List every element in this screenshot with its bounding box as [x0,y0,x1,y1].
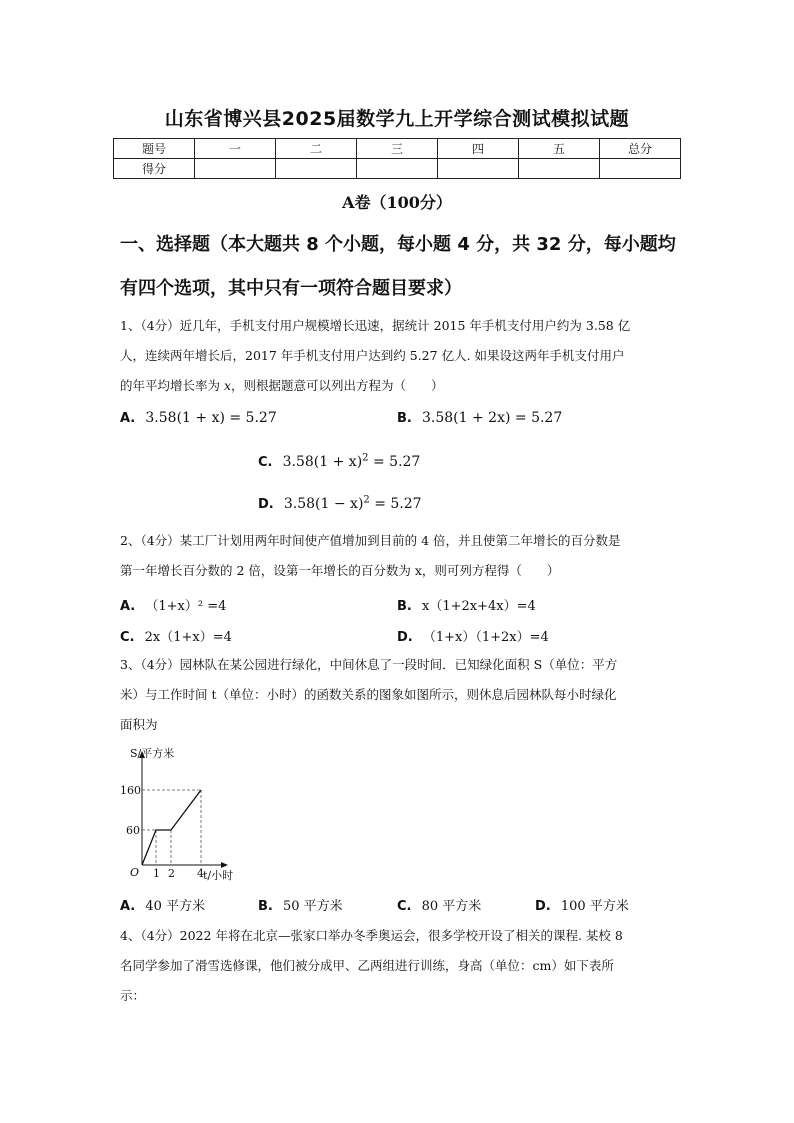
origin-label: O [130,866,140,879]
score-cell [519,159,600,179]
option-label: C. [397,899,412,914]
area-time-graph [118,743,248,885]
score-cell [195,159,276,179]
question-2 [120,526,685,586]
section-a-title: A卷（100分） [342,193,452,212]
y-tick-160: 160 [120,784,141,797]
q2-option-c[interactable] [120,626,232,645]
option-formula: 3.58(1 + 2x) = 5.27 [422,410,563,426]
score-table-score-row [114,159,681,179]
y-tick-60: 60 [126,824,140,837]
formula-part: 3.58(1 − x) [283,495,364,512]
q3-option-c[interactable] [397,895,481,914]
formula-part: = 5.27 [368,453,421,470]
score-header-cell: 五 [519,139,600,159]
score-table-header-row [114,139,681,159]
score-cell [357,159,438,179]
q3-line1: 3、（4分）园林队在某公园进行绿化，中间休息了一段时间．已知绿化面积 S（单位：平方 [120,657,618,672]
q3-option-d[interactable] [535,895,629,914]
option-text: x（1+2x+4x）=4 [422,599,536,614]
q2-line2: 第一年增长百分数的 2 倍，设第一年增长的百分数为 x，则可列方程得（ ） [120,563,560,578]
score-table [113,138,681,179]
q2-option-a[interactable] [120,595,226,614]
q4-line3: 示： [120,988,146,1003]
q1-line1: 1、（4分）近几年，手机支付用户规模增长迅速，据统计 2015 年手机支付用户约为 3.58 亿 [120,318,631,333]
option-label: C. [258,454,273,470]
formula-part: = 5.27 [369,495,422,512]
q2-option-d[interactable] [397,626,549,645]
option-label: B. [397,411,412,426]
x-tick-1: 1 [153,867,160,880]
q3-option-a[interactable] [120,895,205,914]
question-4 [120,921,685,1011]
option-label: A. [120,899,136,914]
x-tick-2: 2 [168,867,175,880]
q1-option-b[interactable] [397,410,562,426]
score-header-cell: 三 [357,139,438,159]
option-label: C. [120,630,135,645]
x-axis-arrow-icon [221,862,228,868]
option-label: B. [397,599,412,614]
score-cell [276,159,357,179]
option-text: 2x（1+x）=4 [144,630,232,645]
q1-option-d[interactable] [258,494,422,512]
q1-line3 [120,371,685,401]
q1-line3b: ，则根据题意可以列出方程为（ ） [231,378,444,393]
score-row-label: 得分 [114,159,195,179]
q1-option-a[interactable] [120,410,277,426]
q2-line1: 2、（4分）某工厂计划用两年时间使产值增加到目前的 4 倍，并且使第二年增长的百分数是 [120,533,621,548]
q1-option-c[interactable] [258,452,420,470]
option-formula [284,496,422,512]
score-header-cell: 总分 [600,139,681,159]
q1-line3a: 的年平均增长率为 [120,378,224,393]
option-label: D. [397,630,413,645]
question-3 [120,650,685,740]
q3-line2: 米）与工作时间 t（单位：小时）的函数关系的图象如图所示，则休息后园林队每小时绿化 [120,687,617,702]
score-cell [600,159,681,179]
q3-line3: 面积为 [120,717,158,732]
option-text: 80 平方米 [421,899,482,914]
option-text: （1+x）（1+2x）=4 [422,630,549,645]
x-axis-label: t/小时 [203,869,234,882]
option-text: （1+x）² =4 [145,599,227,614]
formula-part: 3.58(1 + x) [282,453,363,470]
option-text: 50 平方米 [283,899,343,914]
option-formula [283,454,421,470]
x-tick-4: 4 [197,867,204,880]
q4-line2: 名同学参加了滑雪选修课，他们被分成甲、乙两组进行训练，身高（单位：cm）如下表所 [120,958,614,973]
function-line [142,790,201,865]
q4-line1: 4、（4分）2022 年将在北京—张家口举办冬季奥运会，很多学校开设了相关的课程. 某校 8 [120,928,623,943]
q2-option-b[interactable] [397,595,536,614]
exam-title: 山东省博兴县2025届数学九上开学综合测试模拟试题 [164,108,630,130]
score-header-cell: 二 [276,139,357,159]
part1-heading-line1: 一、选择题（本大题共 8 个小题，每小题 4 分，共 32 分，每小题均 [120,234,676,255]
y-axis-label: S/平方米 [130,747,175,760]
option-text: 40 平方米 [145,899,206,914]
option-formula: 3.58(1 + x) = 5.27 [145,410,277,426]
formula-exponent: 2 [362,452,369,463]
part1-heading-line2: 有四个选项，其中只有一项符合题目要求） [120,278,462,299]
formula-exponent: 2 [363,494,370,505]
q1-line2: 人，连续两年增长后，2017 年手机支付用户达到约 5.27 亿人. 如果设这两年手机支付用户 [120,348,625,363]
option-label: D. [258,496,274,512]
question-1 [120,311,685,401]
option-label: A. [120,411,136,426]
q3-option-b[interactable] [258,895,343,914]
score-header-cell: 题号 [114,139,195,159]
q1-variable: x [223,378,232,393]
score-header-cell: 四 [438,139,519,159]
score-header-cell: 一 [195,139,276,159]
option-label: A. [120,599,136,614]
option-text: 100 平方米 [560,899,629,914]
option-label: D. [535,899,551,914]
score-cell [438,159,519,179]
option-label: B. [258,899,273,914]
